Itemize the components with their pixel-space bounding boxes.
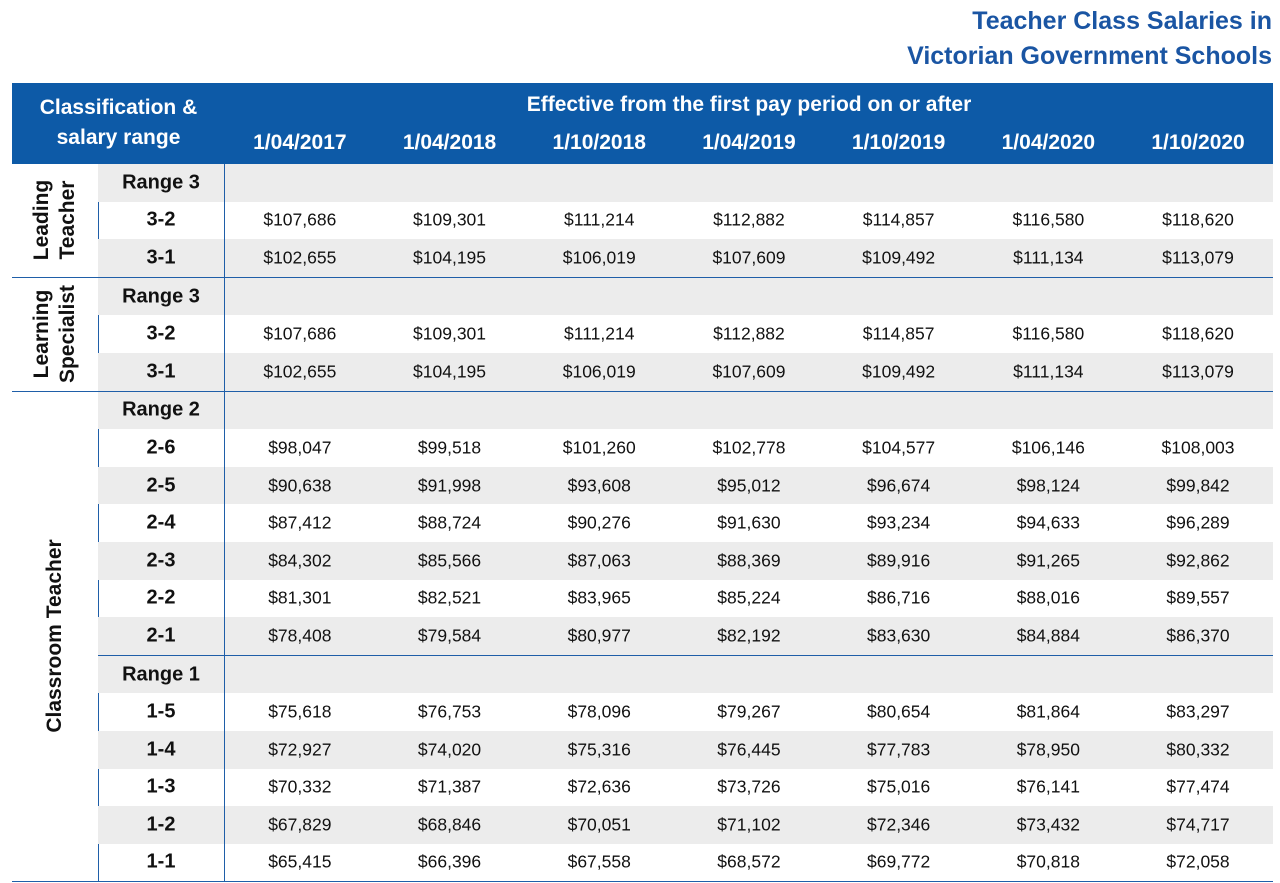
- range-heading-row: [98, 278, 1273, 316]
- salary-cell: $93,608: [567, 475, 631, 496]
- salary-cell: $85,224: [717, 587, 781, 608]
- salary-cell: $81,864: [1016, 701, 1080, 722]
- group-label-line-2: Specialist: [56, 285, 79, 384]
- salary-cell: $79,584: [417, 625, 482, 646]
- range-label: Range 3: [122, 171, 200, 194]
- salary-cell: $83,965: [567, 587, 631, 608]
- salary-cell: $89,916: [867, 550, 931, 571]
- salary-cell: $107,609: [712, 247, 786, 268]
- salary-cell: $79,267: [717, 701, 781, 722]
- salary-cells: [225, 542, 1273, 580]
- title-line-1: Teacher Class Salaries in: [972, 7, 1272, 35]
- group-body: [98, 164, 1273, 277]
- salary-cell: $75,316: [567, 739, 631, 760]
- salary-cell: $106,019: [562, 361, 636, 382]
- range-label-cell: [98, 164, 225, 202]
- salary-cell: $82,521: [417, 587, 482, 608]
- salary-cell: $72,636: [567, 776, 631, 797]
- table-row: [98, 769, 1273, 807]
- salary-cells: [225, 731, 1273, 769]
- salary-cell: $89,557: [1166, 587, 1230, 608]
- salary-cell: $85,566: [417, 550, 482, 571]
- salary-cell: $109,492: [862, 361, 936, 382]
- title-line-2: Victorian Government Schools: [907, 42, 1272, 70]
- step-label-cell: [98, 731, 225, 769]
- range-label-cell: [98, 656, 225, 694]
- table-row: [98, 617, 1273, 655]
- salary-cell: $72,058: [1166, 851, 1230, 872]
- salary-cell: $65,415: [268, 851, 332, 872]
- table-row: [98, 467, 1273, 505]
- salary-cell: $104,577: [862, 437, 936, 458]
- salary-cell: $83,297: [1166, 701, 1230, 722]
- step-label-cell: [98, 353, 225, 391]
- salary-cell: $106,019: [562, 247, 636, 268]
- salary-cell: $72,927: [268, 739, 332, 760]
- salary-cell: $74,020: [417, 739, 482, 760]
- salary-cell: $90,276: [567, 512, 631, 533]
- salary-cell: $114,857: [862, 209, 935, 230]
- salary-cell: $92,862: [1166, 550, 1230, 571]
- salary-cell: $72,346: [867, 814, 931, 835]
- salary-cells: [225, 239, 1273, 277]
- step-label: 2-2: [146, 586, 176, 609]
- salary-cell: $76,753: [417, 701, 482, 722]
- group-label: [12, 278, 99, 391]
- step-label-cell: [98, 239, 225, 277]
- date-header: 1/04/2019: [702, 131, 796, 154]
- group-label-text: [29, 285, 81, 383]
- salary-cell: $118,620: [1162, 209, 1234, 230]
- salary-cell: $109,301: [413, 209, 487, 230]
- salary-cell: $98,124: [1016, 475, 1080, 496]
- salary-cell: $74,717: [1166, 814, 1230, 835]
- step-label: 1-2: [146, 813, 176, 836]
- table-row: [98, 844, 1273, 882]
- group-section: [12, 392, 1273, 883]
- step-label: 2-3: [146, 549, 176, 572]
- group-label: [12, 392, 99, 882]
- step-label: 3-1: [146, 360, 176, 383]
- salary-cell: $109,492: [862, 247, 936, 268]
- group-label: [12, 164, 99, 277]
- range-label: Range 2: [122, 398, 200, 421]
- salary-cell: $86,370: [1166, 625, 1230, 646]
- salary-cell: $77,783: [867, 739, 931, 760]
- salary-cell: $112,882: [713, 209, 785, 230]
- table-row: [98, 731, 1273, 769]
- step-label: 3-2: [146, 208, 176, 231]
- table-row: [98, 315, 1273, 353]
- salary-cell: $80,977: [567, 625, 631, 646]
- date-header: 1/04/2020: [1001, 131, 1096, 154]
- table-row: [98, 693, 1273, 731]
- group-label-line-1: Classroom Teacher: [43, 539, 66, 734]
- salary-cell: $80,332: [1166, 739, 1230, 760]
- salary-cell: $108,003: [1161, 437, 1235, 458]
- range-heading-row: [98, 164, 1273, 202]
- date-header: 1/10/2019: [851, 131, 946, 154]
- step-label-cell: [98, 542, 225, 580]
- salary-cell: $66,396: [417, 851, 482, 872]
- range-label: Range 1: [122, 663, 200, 686]
- salary-cell: $70,051: [567, 814, 631, 835]
- salary-cell: $80,654: [867, 701, 931, 722]
- range-label: Range 3: [122, 285, 200, 308]
- salary-cell: $96,289: [1166, 512, 1230, 533]
- group-label-line-1: Learning: [30, 289, 53, 379]
- step-label: 3-2: [146, 322, 176, 345]
- salary-cells: [225, 429, 1273, 467]
- salary-cell: $101,260: [562, 437, 636, 458]
- range-label-cell: [98, 278, 225, 316]
- salary-cell: $78,950: [1016, 739, 1080, 760]
- salary-cell: $113,079: [1162, 361, 1234, 382]
- salary-cell: $68,572: [717, 851, 781, 872]
- salary-cell: $116,580: [1012, 323, 1085, 344]
- step-label: 3-1: [146, 246, 176, 269]
- salary-cell: $99,518: [417, 437, 482, 458]
- salary-cell: $98,047: [268, 437, 332, 458]
- range-heading-row: [98, 392, 1273, 430]
- salary-cell: $102,655: [263, 247, 337, 268]
- step-label: 2-4: [146, 511, 176, 534]
- salary-cell: $90,638: [268, 475, 332, 496]
- salary-cell: $84,884: [1016, 625, 1080, 646]
- salary-cells: [225, 844, 1273, 882]
- salary-cell: $67,829: [268, 814, 332, 835]
- salary-cell: $82,192: [717, 625, 781, 646]
- salary-cell: $87,412: [268, 512, 332, 533]
- group-label-line-2: Teacher: [56, 180, 79, 260]
- date-header: 1/04/2017: [253, 131, 347, 154]
- salary-cell: $118,620: [1162, 323, 1234, 344]
- date-headers: [225, 127, 1273, 159]
- group-label-line-1: Leading: [30, 180, 53, 261]
- salary-cell: $111,214: [564, 209, 635, 230]
- salary-cell: $112,882: [713, 323, 785, 344]
- salary-cells: [225, 202, 1273, 240]
- classification-header-line-1: Classification &: [39, 96, 198, 119]
- step-label-cell: [98, 806, 225, 844]
- salary-cells: [225, 504, 1273, 542]
- salary-cell: $68,846: [417, 814, 482, 835]
- salary-cell: $73,432: [1016, 814, 1080, 835]
- salary-cells: [225, 806, 1273, 844]
- salary-cell: $69,772: [867, 851, 931, 872]
- step-label: 1-5: [146, 700, 176, 723]
- salary-cell: $93,234: [867, 512, 931, 533]
- salary-cell: $104,195: [413, 247, 487, 268]
- salary-cell: $109,301: [413, 323, 487, 344]
- group-label-text: [42, 540, 68, 733]
- salary-cell: $94,633: [1016, 512, 1080, 533]
- salary-cells: [225, 769, 1273, 807]
- step-label-cell: [98, 580, 225, 618]
- range-heading-row: [98, 655, 1273, 694]
- step-label: 2-1: [146, 624, 176, 647]
- table-row: [98, 504, 1273, 542]
- salary-cell: $116,580: [1012, 209, 1085, 230]
- step-label-cell: [98, 202, 225, 240]
- step-label-cell: [98, 693, 225, 731]
- salary-cell: $111,134: [1013, 247, 1084, 268]
- step-label: 1-4: [146, 738, 176, 761]
- group-section: [12, 278, 1273, 392]
- salary-cell: $88,724: [417, 512, 482, 533]
- salary-cell: $102,778: [712, 437, 786, 458]
- salary-cell: $70,332: [268, 776, 332, 797]
- salary-cell: $87,063: [567, 550, 631, 571]
- step-label: 2-6: [146, 436, 176, 459]
- group-body: [98, 392, 1273, 882]
- salary-cell: $91,630: [717, 512, 781, 533]
- salary-cell: $71,102: [717, 814, 781, 835]
- step-label-cell: [98, 315, 225, 353]
- salary-cell: $88,016: [1016, 587, 1080, 608]
- salary-cell: $88,369: [717, 550, 781, 571]
- salary-cell: $113,079: [1162, 247, 1234, 268]
- group-label-text: [29, 180, 81, 261]
- step-label-cell: [98, 504, 225, 542]
- salary-table: [12, 164, 1273, 882]
- salary-cell: $107,609: [712, 361, 786, 382]
- step-label: 2-5: [146, 474, 176, 497]
- table-row: [98, 542, 1273, 580]
- salary-cell: $78,408: [268, 625, 332, 646]
- effective-header: Effective from the first pay period on or after: [526, 93, 972, 116]
- step-label: 1-1: [146, 850, 176, 873]
- salary-cells: [225, 315, 1273, 353]
- salary-cell: $102,655: [263, 361, 337, 382]
- table-row: [98, 429, 1273, 467]
- salary-cell: $76,445: [717, 739, 781, 760]
- salary-cell: $99,842: [1166, 475, 1230, 496]
- date-header: 1/04/2018: [402, 131, 497, 154]
- salary-cell: $106,146: [1011, 437, 1085, 458]
- salary-cell: $77,474: [1166, 776, 1230, 797]
- classification-header: [12, 93, 225, 153]
- step-label-cell: [98, 769, 225, 807]
- date-header: 1/10/2018: [552, 131, 646, 154]
- salary-cell: $95,012: [717, 475, 781, 496]
- step-label-cell: [98, 467, 225, 505]
- salary-cell: $81,301: [268, 587, 332, 608]
- step-label-cell: [98, 617, 225, 655]
- salary-cells: [225, 353, 1273, 391]
- salary-cell: $71,387: [417, 776, 482, 797]
- salary-cell: $83,630: [867, 625, 931, 646]
- table-row: [98, 239, 1273, 277]
- salary-cell: $96,674: [867, 475, 931, 496]
- table-row: [98, 353, 1273, 391]
- salary-cell: $75,618: [268, 701, 332, 722]
- group-body: [98, 278, 1273, 391]
- salary-cell: $70,818: [1016, 851, 1080, 872]
- salary-cell: $84,302: [268, 550, 332, 571]
- salary-cell: $111,134: [1013, 361, 1084, 382]
- page-title: [907, 4, 1272, 74]
- group-section: [12, 164, 1273, 278]
- salary-cell: $111,214: [564, 323, 635, 344]
- salary-cell: $78,096: [567, 701, 631, 722]
- range-label-cell: [98, 392, 225, 430]
- salary-cell: $67,558: [567, 851, 631, 872]
- table-row: [98, 580, 1273, 618]
- salary-cell: $114,857: [862, 323, 935, 344]
- date-header: 1/10/2020: [1151, 131, 1245, 154]
- salary-cell: $107,686: [263, 323, 337, 344]
- table-header: [12, 83, 1273, 164]
- salary-cell: $104,195: [413, 361, 487, 382]
- salary-cell: $107,686: [263, 209, 337, 230]
- salary-cells: [225, 693, 1273, 731]
- salary-cell: $76,141: [1016, 776, 1080, 797]
- salary-cell: $73,726: [717, 776, 781, 797]
- salary-cell: $75,016: [867, 776, 931, 797]
- salary-cells: [225, 617, 1273, 655]
- step-label: 1-3: [146, 775, 176, 798]
- table-row: [98, 806, 1273, 844]
- step-label-cell: [98, 844, 225, 882]
- salary-cells: [225, 580, 1273, 618]
- salary-cells: [225, 467, 1273, 505]
- table-row: [98, 202, 1273, 240]
- salary-cell: $86,716: [867, 587, 931, 608]
- step-label-cell: [98, 429, 225, 467]
- classification-header-line-2: salary range: [56, 126, 181, 149]
- salary-cell: $91,998: [417, 475, 482, 496]
- salary-cell: $91,265: [1016, 550, 1080, 571]
